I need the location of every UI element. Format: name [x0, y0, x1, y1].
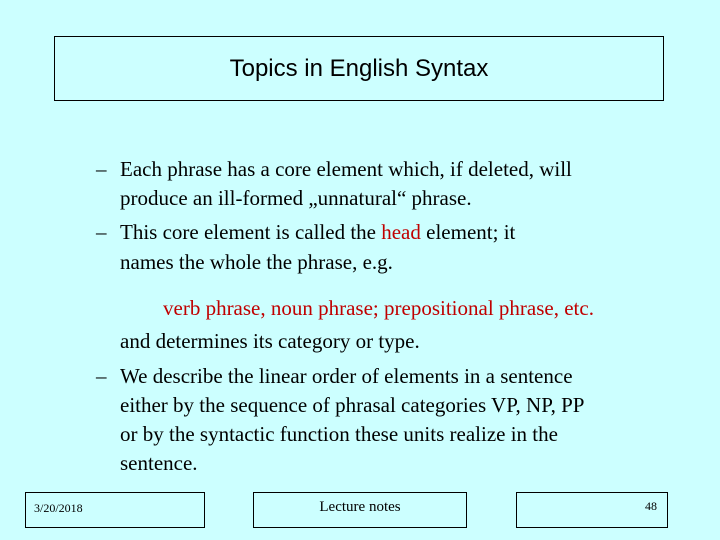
footer-page-box [516, 492, 668, 528]
bullet-3-line-1: We describe the linear order of elements in a sentence [120, 364, 573, 388]
footer-date: 3/20/2018 [34, 501, 83, 515]
bullet-dash: – [96, 157, 107, 181]
bullet-2-line-2: names the whole the phrase, e.g. [120, 250, 393, 274]
footer-notes: Lecture notes [319, 499, 401, 515]
bullet-3-line-3: or by the syntactic function these units realize in the [120, 422, 558, 446]
slide-title: Topics in English Syntax [229, 54, 489, 82]
bullet-2-text-a: This core element is called the [120, 220, 382, 244]
bullet-dash: – [96, 364, 107, 388]
footer-notes-box [253, 492, 467, 528]
bullet-2-text-b: element; it [420, 220, 516, 244]
bullet-1-line-2: produce an ill-formed „unnatural“ phrase. [120, 186, 472, 210]
bullet-2-line-1 [120, 218, 515, 247]
head-term: head [381, 220, 421, 244]
bullet-dash: – [96, 220, 107, 244]
bullet-3-line-4: sentence. [120, 451, 198, 475]
bullet-3-line-2: either by the sequence of phrasal categories VP, NP, PP [120, 393, 585, 417]
bullet-1-line-1: Each phrase has a core element which, if deleted, will [120, 157, 572, 181]
footer-date-box [25, 492, 205, 528]
phrase-examples: verb phrase, noun phrase; prepositional phrase, etc. [163, 296, 594, 320]
bullet-2-line-3: and determines its category or type. [120, 329, 420, 353]
page-number: 48 [645, 499, 657, 513]
